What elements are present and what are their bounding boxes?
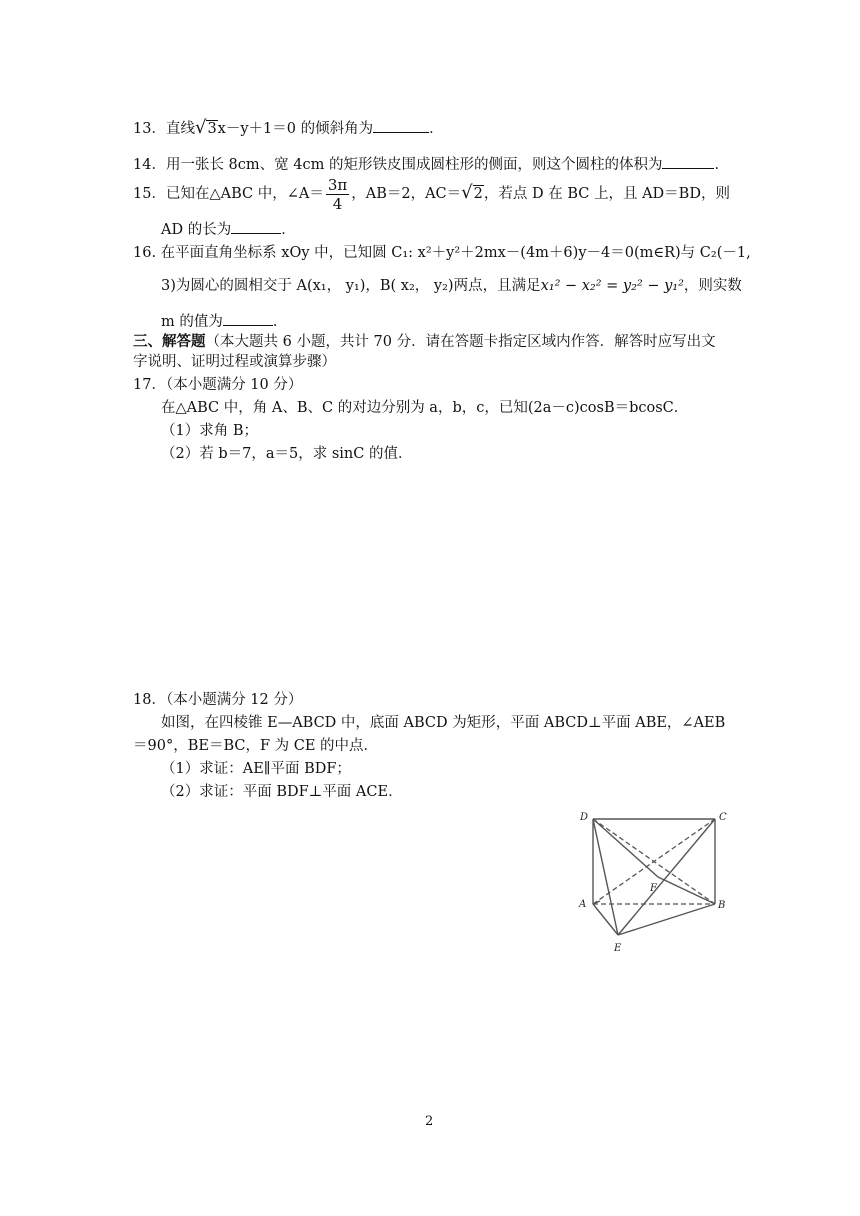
q14-end: ． [714,157,729,173]
q16-answer-blank[interactable] [223,311,273,326]
sqrt-2: √2 [461,182,483,203]
q13-number: 13． [133,121,166,137]
q16-line3: m 的值为 [161,314,223,330]
page-number [425,1112,433,1132]
q16-equation: x₁² − x₂² = y₂² − y₁² [540,278,684,294]
q16-number: 16. [133,245,157,261]
section-3-line2 [133,352,336,372]
label-D: D [580,812,589,823]
edge-EB [618,904,715,935]
section-3-heading [133,332,716,352]
q18-stem2: ＝90°，BE＝BC，F 为 CE 的中点． [133,738,379,754]
q15-number: 15． [133,186,166,202]
edge-CE [618,819,715,935]
q16-line2-b: x₁， y₁)，B( x₂， y₂)两点，且满足 [312,278,541,294]
q17-part1: （1）求角 B； [161,423,258,439]
q13-sqrt-arg: 3 [207,121,217,137]
q16-line2-c: ，则实数 [683,278,742,294]
edge-DF [593,819,658,877]
q18-header: 18．（本小题满分 12 分） [133,692,303,708]
edge-DE [593,819,618,935]
question-17-stem [161,398,688,418]
page-number-text: 2 [425,1114,434,1129]
q18-part2: （2）求证：平面 BDF⊥平面 ACE． [161,784,403,800]
label-B: B [718,900,726,911]
question-15-line2 [161,219,296,240]
question-17-part1 [161,421,258,441]
q13-text-before: 直线 [165,121,195,137]
section-3-line2-text: 字说明、证明过程或演算步骤） [133,354,336,370]
q15-text1: 已知在△ABC 中，∠A＝ [165,186,324,202]
q13-end: ． [429,121,444,137]
q16-end: ． [272,314,288,330]
q15-text3: ，若点 D 在 BC 上，且 AD＝BD，则 [483,186,730,202]
question-14 [133,154,729,175]
section-3-title: 三、解答题 [133,333,206,350]
q15-line2: AD 的长为 [161,222,232,238]
question-16 [133,243,751,263]
section-3-line1: （本大题共 6 小题，共计 70 分．请在答题卡指定区域内作答．解答时应写出文 [205,334,716,350]
question-18-part1 [161,759,351,779]
q14-answer-blank[interactable] [662,154,714,169]
pyramid-figure [570,805,740,955]
question-18-stem1 [161,713,725,733]
q17-part2: （2）若 b＝7，a＝5，求 sinC 的值． [161,446,413,462]
q14-text: 用一张长 8cm、宽 4cm 的矩形铁皮围成圆柱形的侧面，则这个圆柱的体积为 [165,157,663,173]
question-15 [133,174,730,214]
q15-text2: ，AB＝2，AC＝ [351,186,462,202]
label-F: F [650,883,657,894]
q14-number: 14． [133,157,166,173]
question-18-header [133,690,302,710]
question-13 [133,118,444,139]
question-18-part2 [161,782,403,802]
q15-answer-blank[interactable] [231,219,281,234]
q18-part1: （1）求证：AE∥平面 BDF； [161,761,351,777]
q13-answer-blank[interactable] [373,118,429,133]
q15-frac-den: 4 [332,194,343,213]
q15-end: ． [281,222,296,238]
q15-frac-num: 3π [327,175,348,194]
question-17-part2 [161,444,412,464]
question-18-stem2 [133,736,378,756]
q17-header: 17．（本小题满分 10 分） [133,377,303,393]
question-16-line3 [161,311,287,332]
sqrt-3: √3 [194,117,217,138]
q13-text-after: x－y＋1＝0 的倾斜角为 [217,121,374,137]
q15-sqrt-arg: 2 [473,186,483,202]
q16-line1: 在平面直角坐标系 xOy 中，已知圆 C₁: x²＋y²＋2mx－(4m＋6)y－4＝0(m∈R)与 C₂(－1, [160,245,751,261]
q16-line2-a: 3)为圆心的圆相交于 A( [161,278,313,294]
question-16-line2 [161,276,742,296]
label-E: E [614,943,622,954]
edge-FB [658,877,715,904]
label-A: A [579,899,587,910]
question-17-header [133,375,302,395]
label-C: C [719,812,727,823]
q17-stem: 在△ABC 中，角 A、B、C 的对边分别为 a，b，c，已知(2a－c)cosB＝bcosC． [161,400,689,416]
q18-stem1: 如图，在四棱锥 E—ABCD 中，底面 ABCD 为矩形，平面 ABCD⊥平面 ABE，∠AEB [161,715,726,731]
fraction-3pi-over-4 [326,176,349,213]
